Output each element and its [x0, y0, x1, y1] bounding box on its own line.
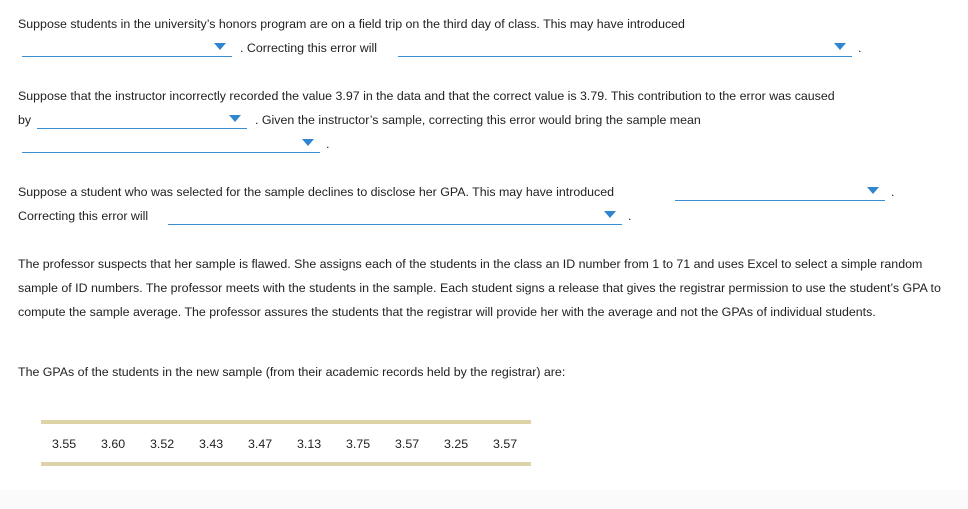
gpa-value: 3.52 [150, 437, 175, 451]
gpa-value: 3.25 [444, 437, 469, 451]
q2-period: . [326, 137, 330, 151]
q3-text-correcting: Correcting this error will [18, 209, 149, 223]
q1-period: . [858, 41, 862, 55]
q3-period-a: . [891, 185, 895, 199]
chevron-down-icon [604, 211, 616, 218]
q2-dropdown-error-cause[interactable] [37, 110, 247, 129]
chevron-down-icon [867, 187, 879, 194]
q2-text: Suppose that the instructor incorrectly recorded the value 3.97 in the data and that the correct value is 3.79. This contribution to the error was caused [18, 89, 835, 103]
q2-text-by: by [18, 113, 32, 127]
gpa-value: 3.75 [346, 437, 371, 451]
gpa-value: 3.55 [52, 437, 77, 451]
q3-period-b: . [628, 209, 632, 223]
gpa-value: 3.13 [297, 437, 322, 451]
gpa-value: 3.60 [101, 437, 126, 451]
q3-dropdown-correction-effect[interactable] [168, 206, 622, 225]
chevron-down-icon [302, 139, 314, 146]
q1-text-correcting: . Correcting this error will [240, 41, 378, 55]
q3-text: Suppose a student who was selected for the sample declines to disclose her GPA. This may have introduced [18, 185, 614, 199]
chevron-down-icon [834, 43, 846, 50]
gpa-value: 3.57 [395, 437, 420, 451]
professor-paragraph: The professor suspects that her sample is flawed. She assigns each of the students in the class an ID number from 1 to 71 and uses Excel to select a simple random sample of ID numbers. The professor meets with the students in the sample. Each student signs a release that gives the registrar permission to use the student’s GPA to compute the sample average. The professor assures the students that the registrar will provide her with the average and not the GPAs of individual students. [18, 257, 941, 319]
page-footer-band [0, 490, 968, 509]
q2-dropdown-mean-direction[interactable] [22, 134, 320, 153]
gpa-value: 3.57 [493, 437, 518, 451]
gpa-value: 3.47 [248, 437, 273, 451]
q2-text-sample-mean: . Given the instructor’s sample, correcting this error would bring the sample mean [255, 113, 701, 127]
gpa-value: 3.43 [199, 437, 224, 451]
chevron-down-icon [214, 43, 226, 50]
gpa-intro-text: The GPAs of the students in the new sample (from their academic records held by the registrar) are: [18, 365, 566, 379]
q1-text: Suppose students in the university’s honors program are on a field trip on the third day of class. This may have introduced [18, 17, 685, 31]
q1-dropdown-error-type[interactable] [22, 38, 232, 57]
q1-dropdown-correction-effect[interactable] [398, 38, 852, 57]
chevron-down-icon [229, 115, 241, 122]
gpa-table [41, 420, 531, 466]
q3-dropdown-error-type[interactable] [675, 182, 885, 201]
